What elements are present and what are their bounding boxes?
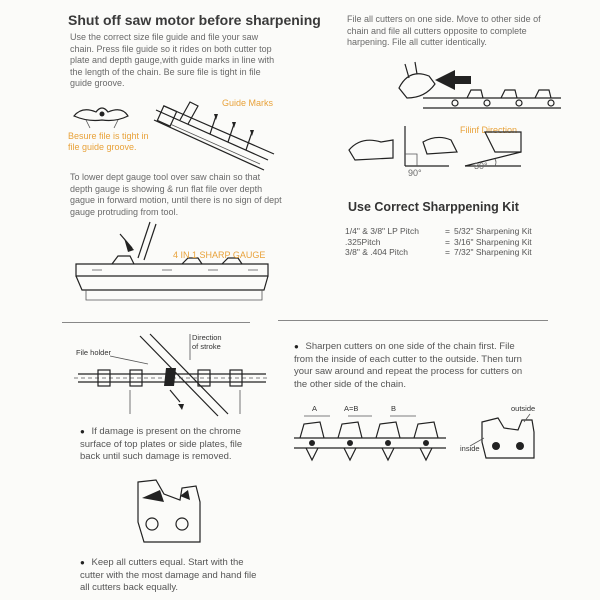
text-line: To lower dept gauge tool over saw chain so that	[70, 172, 261, 182]
text-line: Sharpen cutters on one side of the chain first. File	[305, 341, 515, 352]
text-line: of stroke	[192, 342, 221, 351]
text-line: Direction	[192, 333, 222, 342]
text-line: surface of top plates or side plates, file	[80, 438, 243, 450]
text-line: back until such damage is removed.	[80, 451, 232, 462]
text-line: depth gauge is showing & run flat file over depth	[70, 183, 263, 194]
angle-90-label: 90°	[408, 168, 422, 178]
text-line: chain. Press file guide so it rides on both cutter top	[70, 43, 272, 54]
text-line: gague in forward motion, until there is no sign of dept	[70, 195, 282, 205]
file-holder-stroke-illustration	[70, 330, 270, 420]
text-line: File all cutters on one side. Move to other side of	[347, 14, 541, 24]
equals-cell: =	[445, 236, 450, 247]
chain-pitch-cell: 3/8" & .404 Pitch	[345, 247, 409, 257]
hand-filing-illustration	[395, 58, 565, 123]
bullet-damage-instruction	[80, 426, 280, 464]
label-b: B	[391, 404, 397, 413]
bullet-dot-icon: ●	[80, 427, 85, 436]
text-line: harpening. File all cutter identically.	[347, 37, 487, 47]
text-line: guide groove.	[70, 78, 125, 88]
text-line: Keep all cutters equal. Start with the	[91, 557, 244, 568]
label-inside: inside	[460, 444, 480, 453]
depth-gauge-tool-illustration	[72, 218, 277, 308]
chain-pitch-cell: .325Pitch	[345, 236, 381, 247]
equals-cell: =	[445, 247, 450, 257]
kit-cell: 5/32" Sharpening Kit	[453, 226, 532, 236]
equals-cell: =	[445, 226, 450, 236]
text-line: gauge protruding from tool.	[70, 206, 179, 217]
text-line: Use the correct size file guide and file your saw	[70, 32, 259, 42]
file-guide-wing-illustration	[72, 100, 132, 130]
text-line: plate and depth gauge,with guide marks in line with	[70, 55, 275, 65]
bullet-dot-icon: ●	[80, 558, 85, 567]
text-line: your saw around and repeat the process for cutters on	[294, 366, 523, 377]
chain-pitch-cell: 1/4" & 3/8" LP Pitch	[345, 226, 419, 236]
bullet-dot-icon: ●	[294, 342, 299, 351]
text-line: chain and file all cutters opposite to complete	[347, 25, 527, 36]
text-line: the other side of the chain.	[294, 378, 406, 390]
label-a-equals-b: A=B	[344, 404, 359, 413]
saw-chain-side-view-illustration	[290, 412, 450, 464]
guide-marks-label: Guide Marks	[222, 98, 274, 108]
instruction-paragraph-file-cutters	[347, 14, 577, 49]
section-heading: Shut off saw motor before sharpening	[68, 12, 321, 28]
kit-cell: 7/32" Sharpening Kit	[453, 247, 532, 257]
bullet-sharpen-one-side	[294, 341, 554, 391]
kit-cell: 3/16" Sharpening Kit	[453, 236, 532, 247]
text-line: the length of the chain. Be sure file is tight in file	[70, 66, 261, 77]
text-line: all cutters back equally.	[80, 582, 179, 593]
damaged-cutter-illustration	[130, 472, 210, 547]
instruction-paragraph-file-guide	[70, 32, 285, 90]
text-line: file guide groove.	[68, 142, 137, 152]
label-a: A	[312, 404, 318, 413]
file-guide-on-chain-illustration	[150, 98, 275, 173]
divider-right	[278, 320, 548, 321]
bullet-keep-cutters-equal	[80, 557, 290, 595]
instruction-paragraph-depth-gauge	[70, 172, 285, 218]
filing-direction-label: Filinf Direction	[460, 125, 518, 135]
text-line: from the inside of each cutter to the outside. Then turn	[294, 353, 522, 365]
text-line: cutter with the most damage and hand file	[80, 569, 257, 581]
sharpening-kit-table	[345, 226, 536, 258]
label-outside: outside	[511, 404, 536, 413]
text-line: If damage is present on the chrome	[91, 426, 241, 437]
sharp-gauge-label: 4 IN 1 SHARP GAUGE	[173, 250, 266, 260]
kit-heading: Use Correct Sharppening Kit	[348, 200, 519, 214]
angle-30-label: 30°	[474, 161, 488, 171]
file-holder-label: File holder	[76, 348, 112, 357]
single-cutter-illustration	[478, 412, 538, 464]
table-row	[345, 226, 536, 237]
table-row	[345, 247, 536, 258]
filing-angles-illustration	[345, 122, 540, 182]
divider-left	[62, 322, 250, 323]
table-row	[345, 237, 536, 248]
text-line: Besure file is tight in	[68, 131, 149, 141]
